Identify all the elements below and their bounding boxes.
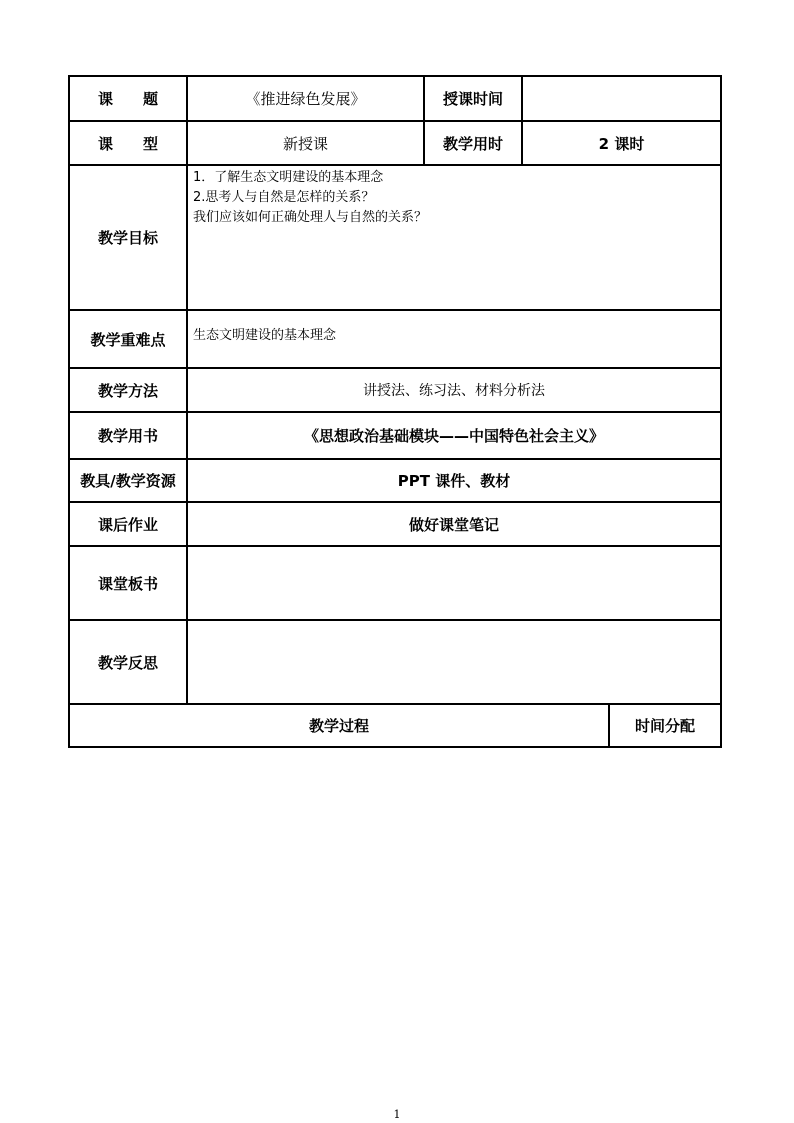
time-value	[522, 76, 721, 121]
page-number: 1	[393, 1108, 401, 1121]
keypoints-label: 教学重难点	[69, 310, 187, 368]
objectives-label: 教学目标	[69, 165, 187, 310]
keypoints-value: 生态文明建设的基本理念	[187, 310, 721, 368]
title-label-char-1: 课	[97, 90, 113, 108]
objective-line-2: 2.思考人与自然是怎样的关系？	[193, 190, 375, 205]
row-objectives	[69, 165, 721, 310]
reflection-label: 教学反思	[69, 620, 187, 704]
objective-line-3: 我们应该如何正确处理人与自然的关系？	[193, 210, 428, 225]
board-value	[187, 546, 721, 620]
row-homework	[69, 502, 721, 546]
method-label: 教学方法	[69, 368, 187, 412]
hours-value: 2 课时	[522, 121, 721, 165]
row-process-header	[69, 704, 721, 747]
method-value: 讲授法、练习法、材料分析法	[187, 368, 721, 412]
book-value: 《思想政治基础模块——中国特色社会主义》	[187, 412, 721, 459]
time-label: 授课时间	[424, 76, 522, 121]
title-value: 《推进绿色发展》	[187, 76, 424, 121]
type-value: 新授课	[187, 121, 424, 165]
row-board	[69, 546, 721, 620]
row-resources	[69, 459, 721, 502]
homework-label: 课后作业	[69, 502, 187, 546]
process-label: 教学过程	[69, 704, 609, 747]
row-type	[69, 121, 721, 165]
hours-label: 教学用时	[424, 121, 522, 165]
objectives-value	[187, 165, 721, 310]
title-label-cell	[69, 76, 187, 121]
homework-value: 做好课堂笔记	[187, 502, 721, 546]
row-keypoints	[69, 310, 721, 368]
objective-line-1: 1．了解生态文明建设的基本理念	[193, 170, 384, 185]
reflection-value	[187, 620, 721, 704]
title-label-char-2: 题	[143, 90, 159, 108]
resources-label: 教具/教学资源	[69, 459, 187, 502]
book-label: 教学用书	[69, 412, 187, 459]
allocation-label: 时间分配	[609, 704, 721, 747]
row-book	[69, 412, 721, 459]
lesson-plan-table	[68, 75, 722, 748]
row-title	[69, 76, 721, 121]
row-reflection	[69, 620, 721, 704]
type-label-char-2: 型	[143, 134, 159, 153]
board-label: 课堂板书	[69, 546, 187, 620]
resources-value: PPT 课件、教材	[187, 459, 721, 502]
type-label-char-1: 课	[97, 134, 113, 153]
row-method	[69, 368, 721, 412]
type-label-cell	[69, 121, 187, 165]
